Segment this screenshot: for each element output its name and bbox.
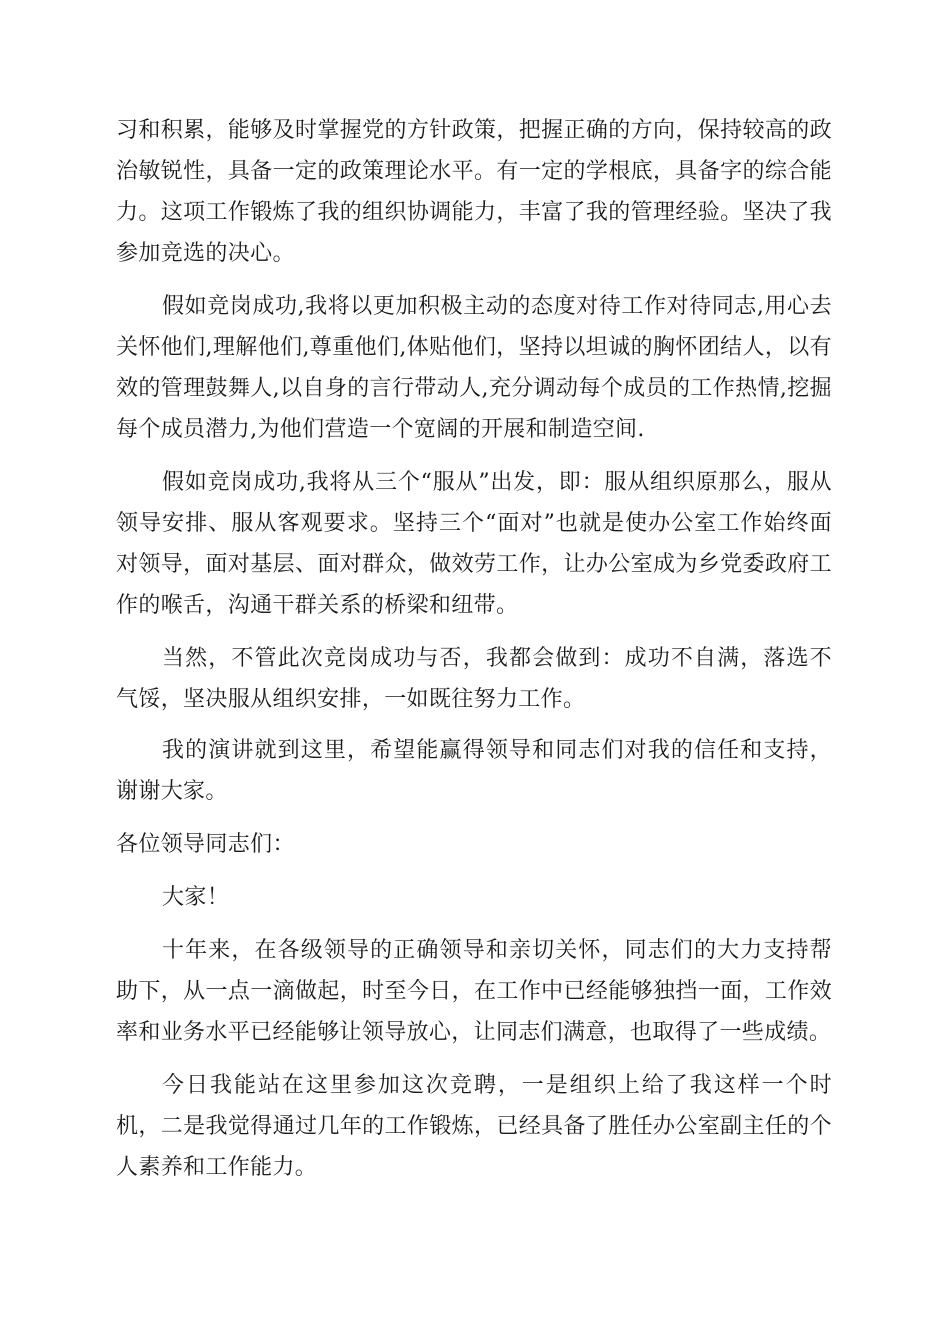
paragraph-success-attitude: 假如竞岗成功,我将以更加积极主动的态度对待工作对待同志,用心去关怀他们,理解他们,尊重他们,体贴他们，坚持以坦诚的胸怀团结人，以有效的管理鼓舞人,以自身的言行带动人,充分调动每个成员的工作热情,挖掘每个成员潜力,为他们营造一个宽阔的开展和制造空间. xyxy=(116,294,832,442)
salutation: 各位领导同志们： xyxy=(116,832,295,857)
document-page xyxy=(116,110,832,1188)
paragraph-continuation: 习和积累，能够及时掌握党的方针政策，把握正确的方向，保持较高的政治敏锐性，具备一定的政策理论水平。有一定的学根底，具备字的综合能力。这项工作锻炼了我的组织协调能力，丰富了我的管理经验。坚决了我参加竞选的决心。 xyxy=(116,118,832,266)
paragraph-ten-years: 十年来，在各级领导的正确领导和亲切关怀，同志们的大力支持帮助下，从一点一滴做起，时至今日，在工作中已经能够独挡一面，工作效率和业务水平已经能够让领导放心，让同志们满意，也取得了一些成绩。 xyxy=(116,938,832,1045)
paragraph-commitment: 当然，不管此次竞岗成功与否，我都会做到：成功不自满，落选不气馁，坚决服从组织安排，一如既往努力工作。 xyxy=(116,646,832,712)
paragraph-three-obeys: 假如竞岗成功,我将从三个“服从”出发，即：服从组织原那么，服从领导安排、服从客观要求。坚持三个“面对”也就是使办公室工作始终面对领导，面对基层、面对群众，做效劳工作，让办公室成为乡党委政府工作的喉舌，沟通干群关系的桥梁和纽带。 xyxy=(116,470,832,618)
greeting: 大家！ xyxy=(162,885,230,910)
paragraph-closing: 我的演讲就到这里，希望能赢得领导和同志们对我的信任和支持，谢谢大家。 xyxy=(116,738,832,804)
paragraph-opportunity: 今日我能站在这里参加这次竞聘，一是组织上给了我这样一个时机，二是我觉得通过几年的工作锻炼，已经具备了胜任办公室副主任的个人素养和工作能力。 xyxy=(116,1073,832,1180)
